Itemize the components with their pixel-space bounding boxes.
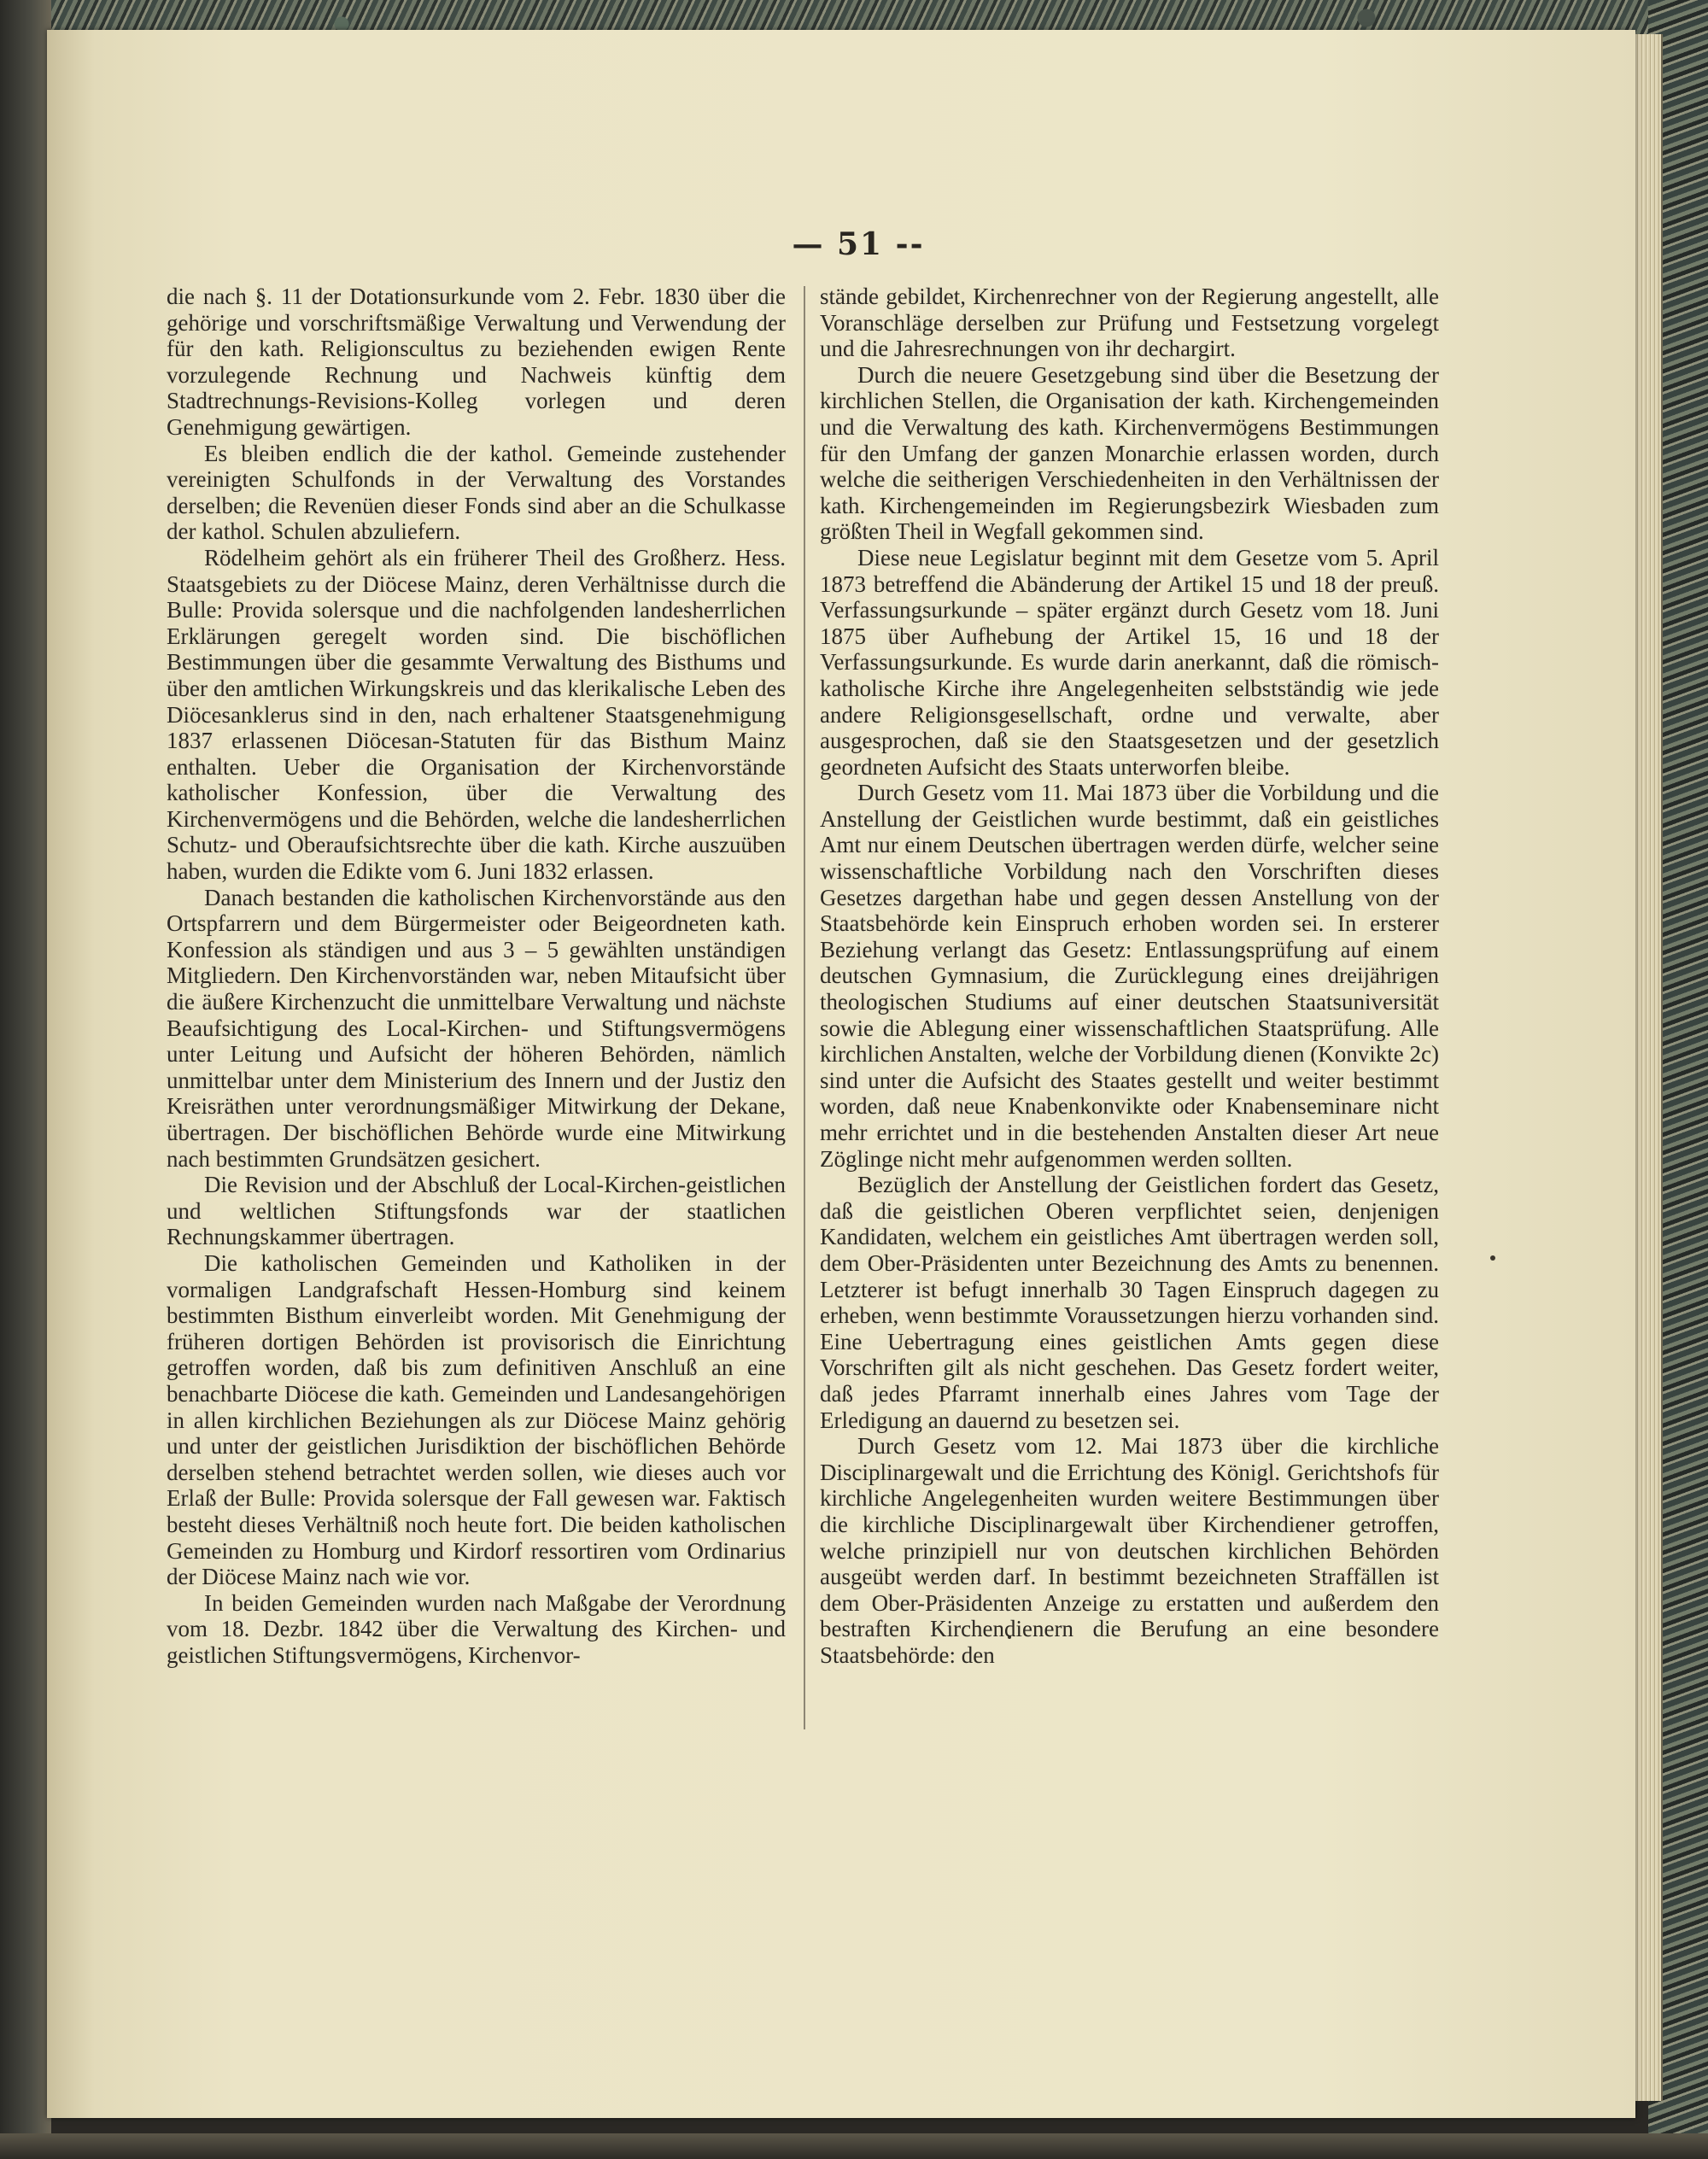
paper-speck xyxy=(1490,1255,1495,1261)
paragraph: stände gebildet, Kirchenrechner von der Regierung angestellt, alle Voranschläge derselben zur Prüfung und Festsetzung vorgelegt und die Jahresrechnungen von ihr dechargirt. xyxy=(820,284,1439,362)
paragraph: Es bleiben endlich die der kathol. Gemeinde zustehender vereinigten Schulfonds in der Verwaltung des Vorstandes derselben; die Revenüen dieser Fonds sind aber an die Schulkasse der kathol. Schulen abzuliefern. xyxy=(167,440,786,545)
paragraph: Durch die neuere Gesetzgebung sind über die Besetzung der kirchlichen Stellen, die Organisation der kath. Kirchengemeinden und die Verwaltung des kath. Kirchenvermögens Bestimmungen für den Umfang der ganzen Monarchie erlassen worden, durch welche die seitherigen Verschiedenheiten in den Verhältnissen der kath. Kirchengemeinden im Regierungsbezirk Wiesbaden zum größten Theil in Wegfall gekommen sind. xyxy=(820,361,1439,545)
left-text-column xyxy=(167,284,786,1821)
paragraph: Rödelheim gehört als ein früherer Theil des Großherz. Hess. Staatsgebiets zu der Diöcese Mainz, deren Verhältnisse durch die Bulle: Provida solersque und die nachfolgenden landesherrlichen Erklärungen geregelt worden sind. Die bischöflichen Bestimmungen über die gesammte Verwaltung des Bisthums und über den amtlichen Wirkungskreis und das klerikalische Leben des Diöcesanklerus sind in den, nach erhaltener Staatsgenehmigung 1837 erlassenen Diöcesan-Statuten für das Bisthum Mainz enthalten. Ueber die Organisation der Kirchenvorstände katholischer Konfession, über die Verwaltung des Kirchenvermögens und die Behörden, welche die landesherrlichen Schutz- und Oberaufsichtsrechte über die kath. Kirche auszuüben haben, wurden die Edikte vom 6. Juni 1832 erlassen. xyxy=(167,544,786,885)
book-spine-shadow xyxy=(0,0,51,2159)
paragraph: Die katholischen Gemeinden und Katholiken in der vormaligen Landgrafschaft Hessen-Homburg sind keinem bestimmten Bisthum einverleibt worden. Mit Genehmigung der früheren dortigen Behörden ist provisorisch die Einrichtung getroffen worden, daß bis zum definitiven Anschluß an eine benachbarte Diöcese die kath. Gemeinden und Landesangehörigen in allen kirchlichen Beziehungen als zur Diöcese Mainz gehörig und unter der geistlichen Jurisdiktion der bischöflichen Behörde derselben stehend betrachtet werden sollen, wie dieses auch vor Erlaß der Bulle: Provida solersque der Fall gewesen war. Faktisch besteht dieses Verhältniß noch heute fort. Die beiden katholischen Gemeinden zu Homburg und Kirdorf ressortiren vom Ordinarius der Diöcese Mainz nach wie vor. xyxy=(167,1249,786,1590)
page-number: — 51 -- xyxy=(792,226,925,262)
paragraph: Durch Gesetz vom 12. Mai 1873 über die kirchliche Disciplinargewalt und die Errichtung des Königl. Gerichtshofs für kirchliche Angelegenheiten wurden weitere Bestimmungen über die kirchliche Disciplinargewalt über Kirchendiener getroffen, welche prinzipiell nur von deutschen kirchlichen Behörden ausgeübt werden darf. In bestimmt bezeichneten Straffällen ist dem Ober-Präsidenten Anzeige zu erstatten und außerdem den bestraften Kirchendienern die Berufung an eine besondere Staatsbehörde: den xyxy=(820,1433,1439,1668)
paragraph: die nach §. 11 der Dotationsurkunde vom 2. Febr. 1830 über die gehörige und vorschriftsmäßige Verwaltung und Verwendung der für den kath. Religionscultus zu beziehenden ewigen Rente vorzulegende Rechnung und Nachweis künftig dem Stadtrechnungs-Revisions-Kolleg vorlegen und deren Genehmigung gewärtigen. xyxy=(167,284,786,440)
right-text-column xyxy=(820,284,1439,1821)
paragraph: In beiden Gemeinden wurden nach Maßgabe der Verordnung vom 18. Dezbr. 1842 über die Verwaltung des Kirchen- und geistlichen Stiftungsvermögens, Kirchenvor- xyxy=(167,1589,786,1668)
column-divider xyxy=(804,286,805,1729)
paragraph: Die Revision und der Abschluß der Local-Kirchen-geistlichen und weltlichen Stiftungsfonds war der staatlichen Rechnungskammer übertragen. xyxy=(167,1172,786,1250)
paragraph: Durch Gesetz vom 11. Mai 1873 über die Vorbildung und die Anstellung der Geistlichen wurde bestimmt, daß ein geistliches Amt nur einem Deutschen übertragen werden dürfe, welcher seine wissenschaftliche Vorbildung nach den Vorschriften dieses Gesetzes dargethan habe und gegen dessen Anstellung von der Staatsbehörde kein Einspruch erhoben worden sei. In ersterer Beziehung verlangt das Gesetz: Entlassungsprüfung auf einem deutschen Gymnasium, die Zurücklegung eines dreijährigen theologischen Studiums auf einer deutschen Staatsuniversität sowie die Ablegung einer wissenschaftlichen Staatsprüfung. Alle kirchlichen Anstalten, welche der Vorbildung dienen (Konvikte 2c) sind unter die Aufsicht des Staates gestellt und weiter bestimmt worden, daß neue Knabenkonvikte oder Knabenseminare nicht mehr errichtet und in die bestehenden Anstalten dieser Art neue Zöglinge nicht mehr aufgenommen werden sollten. xyxy=(820,780,1439,1172)
paragraph: Diese neue Legislatur beginnt mit dem Gesetze vom 5. April 1873 betreffend die Abänderung der Artikel 15 und 18 der preuß. Verfassungsurkunde – später ergänzt durch Gesetz vom 18. Juni 1875 über Aufhebung der Artikel 15, 16 und 18 der Verfassungsurkunde. Es wurde darin anerkannt, daß die römisch-katholische Kirche ihre Angelegenheiten selbstständig wie jede andere Religionsgesellschaft, ordne und verwalte, aber ausgesprochen, daß sie den Staatsgesetzen und der gesetzlich geordneten Aufsicht des Staats unterworfen bleibe. xyxy=(820,544,1439,780)
book-cover-bottom xyxy=(0,2133,1708,2159)
paragraph: Bezüglich der Anstellung der Geistlichen fordert das Gesetz, daß die geistlichen Oberen verpflichtet seien, denjenigen Kandidaten, welchem ein geistliches Amt übertragen werden soll, dem Ober-Präsidenten unter Bezeichnung des Amts zu benennen. Letzterer ist befugt innerhalb 30 Tagen Einspruch dagegen zu erheben, wenn bestimmte Voraussetzungen hierzu vorhanden sind. Eine Uebertragung eines geistlichen Amts gegen diese Vorschriften gilt als nicht geschehen. Das Gesetz fordert weiter, daß jedes Pfarramt innerhalb eines Jahres vom Tage der Erledigung an dauernd zu besetzen sei. xyxy=(820,1172,1439,1433)
paragraph: Danach bestanden die katholischen Kirchenvorstände aus den Ortspfarrern und dem Bürgermeister oder Beigeordneten kath. Konfession als ständigen und aus 3 – 5 gewählten unständigen Mitgliedern. Den Kirchenvorständen war, neben Mitaufsicht über die äußere Kirchenzucht die unmittelbare Verwaltung und nächste Beaufsichtigung des Local-Kirchen- und Stiftungsvermögens unter Leitung und Aufsicht der höheren Behörden, nämlich unmittelbar unter dem Ministerium des Innern und der Justiz den Kreisräthen unter verordnungsmäßiger Mitwirkung der Dekane, übertragen. Der bischöflichen Behörde wurde eine Mitwirkung nach bestimmten Grundsätzen gesichert. xyxy=(167,884,786,1172)
